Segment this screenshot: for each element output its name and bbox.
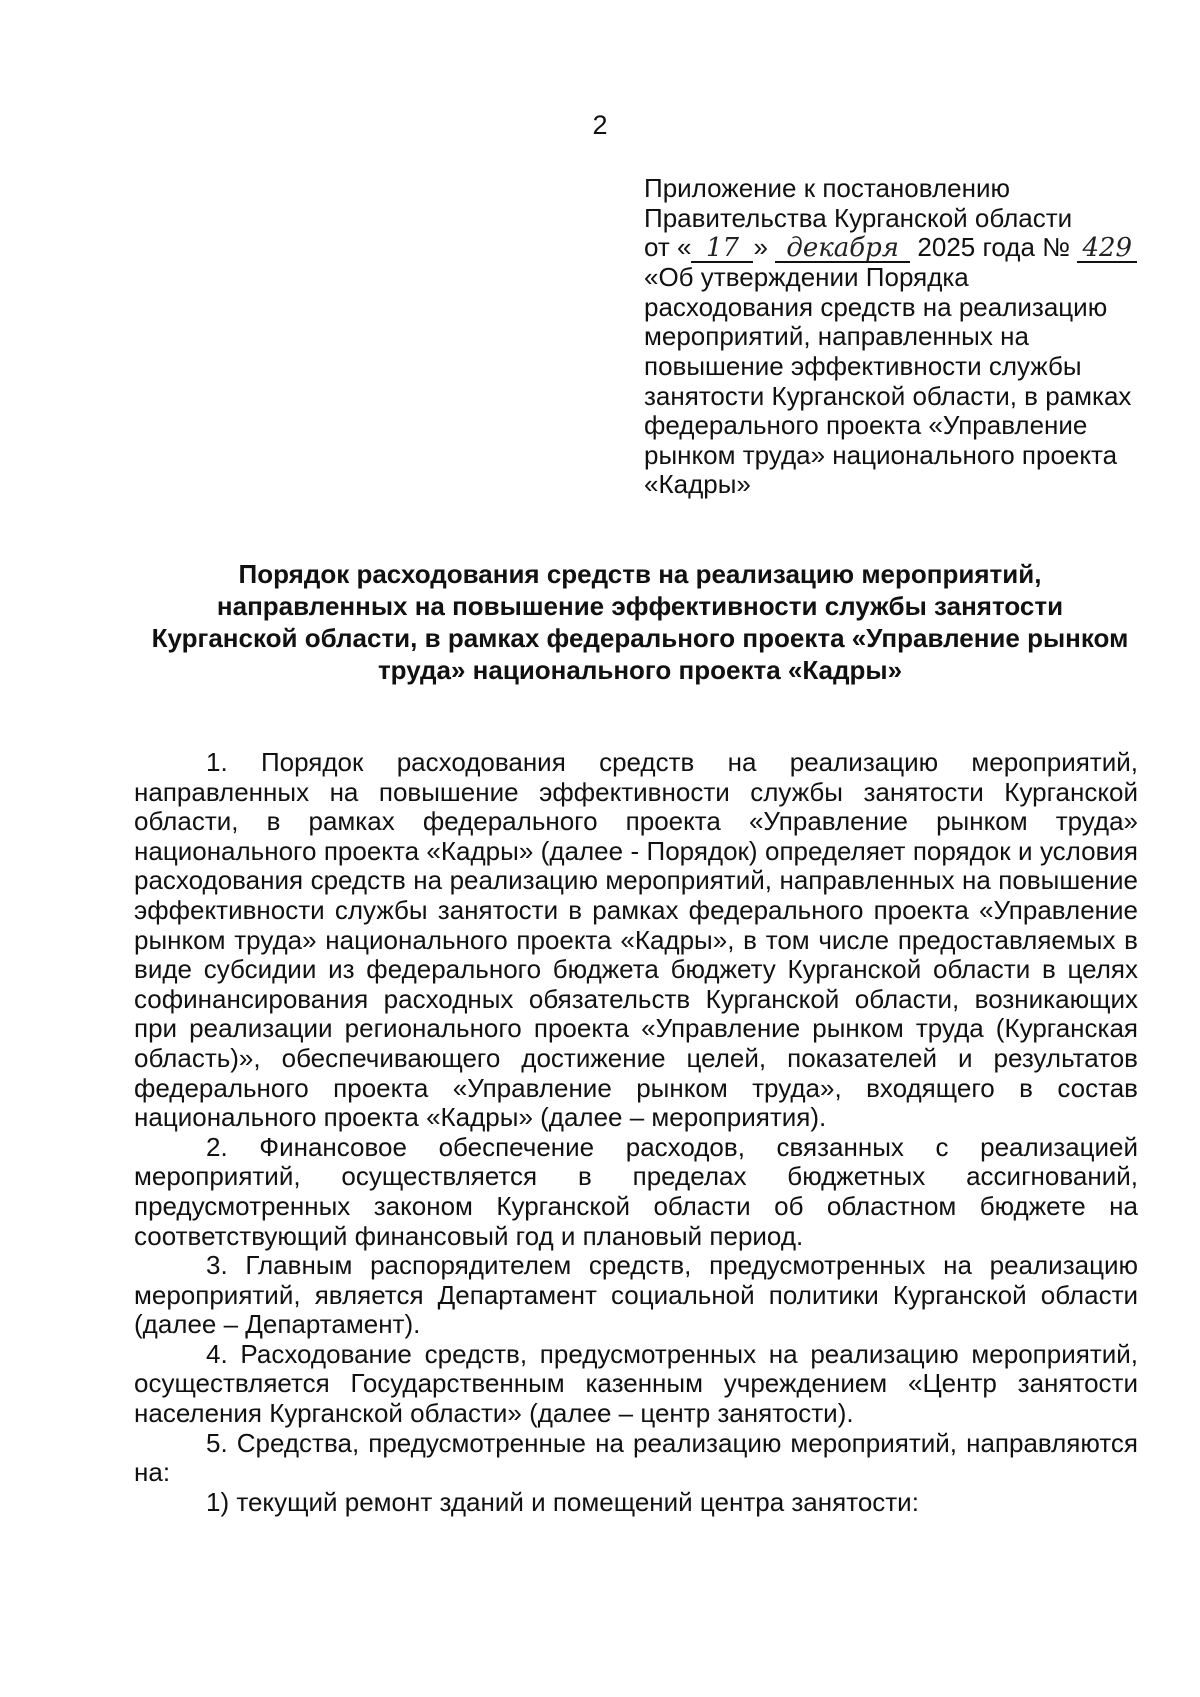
appendix-block [644, 174, 1164, 500]
appendix-subject-line: «Кадры» [644, 469, 751, 500]
appendix-line-2: Правительства Курганской области [644, 202, 1073, 233]
appendix-subject-line: мероприятий, направленных на [644, 321, 1029, 352]
document-body [134, 748, 1138, 1517]
appendix-line-1: Приложение к постановлению [644, 173, 1010, 203]
date-year: 2025 года № [917, 232, 1071, 263]
appendix-date-line [644, 233, 1164, 263]
title-line: Курганской области, в рамках федерального проекта «Управление рынком [151, 623, 1129, 653]
paragraph-2: 2. Финансовое обеспечение расходов, связанных с реализацией мероприятий, осуществляется в пределах бюджетных ассигнований, предусмотренных законом Курганской области об областном бюджете на соответствующий финансовый год и плановый период. [134, 1131, 1138, 1251]
appendix-subject-line: расходования средств на реализацию [644, 291, 1108, 322]
document-title [120, 558, 1160, 686]
paragraph-5-item-1: 1) текущий ремонт зданий и помещений центра занятости: [206, 1486, 919, 1517]
paragraph-4: 4. Расходование средств, предусмотренных на реализацию мероприятий, осуществляется Государственным казенным учреждением «Центр занятости населения Курганской области» (далее – центр занятости). [134, 1338, 1138, 1429]
handwritten-number: 429 [1077, 235, 1137, 263]
appendix-subject-line: повышение эффективности службы [644, 350, 1082, 381]
paragraph-5: 5. Средства, предусмотренные на реализацию мероприятий, направляются на: [134, 1427, 1138, 1488]
title-line: направленных на повышение эффективности службы занятости [216, 591, 1064, 621]
title-line: труда» национального проекта «Кадры» [377, 655, 903, 685]
paragraph-3: 3. Главным распорядителем средств, предусмотренных на реализацию мероприятий, является Департамент социальной политики Курганской области (далее – Департамент). [134, 1250, 1138, 1340]
appendix-subject-line: федерального проекта «Управление [644, 410, 1088, 441]
date-mid: » [753, 232, 768, 263]
page-number: 2 [592, 110, 608, 140]
date-prefix: от « [644, 232, 692, 263]
paragraph-1: 1. Порядок расходования средств на реализацию мероприятий, направленных на повышение эффективности службы занятости Курганской области, в рамках федерального проекта «Управление рынком труда» национального проекта «Кадры» (далее - Порядок) определяет порядок и условия расходования средств на реализацию мероприятий, направленных на повышение эффективности службы занятости в рамках федерального проекта «Управление рынком труда» национального проекта «Кадры», в том числе предоставляемых в виде субсидии из федерального бюджета бюджету Курганской области в целях софинансирования расходных обязательств Курганской области, возникающих при реализации регионального проекта «Управление рынком труда (Курганская область)», обеспечивающего достижение целей, показателей и результатов федерального проекта «Управление рынком труда», входящего в состав национального проекта «Кадры» (далее – мероприятия). [134, 747, 1138, 1133]
appendix-subject-line: занятости Курганской области, в рамках [644, 380, 1132, 411]
appendix-subject-line: рынком труда» национального проекта [644, 439, 1118, 470]
handwritten-month: декабря [775, 235, 910, 263]
appendix-subject-line: «Об утверждении Порядка [644, 262, 969, 293]
title-line: Порядок расходования средств на реализацию мероприятий, [238, 559, 1042, 589]
handwritten-day: 17 [691, 235, 753, 263]
